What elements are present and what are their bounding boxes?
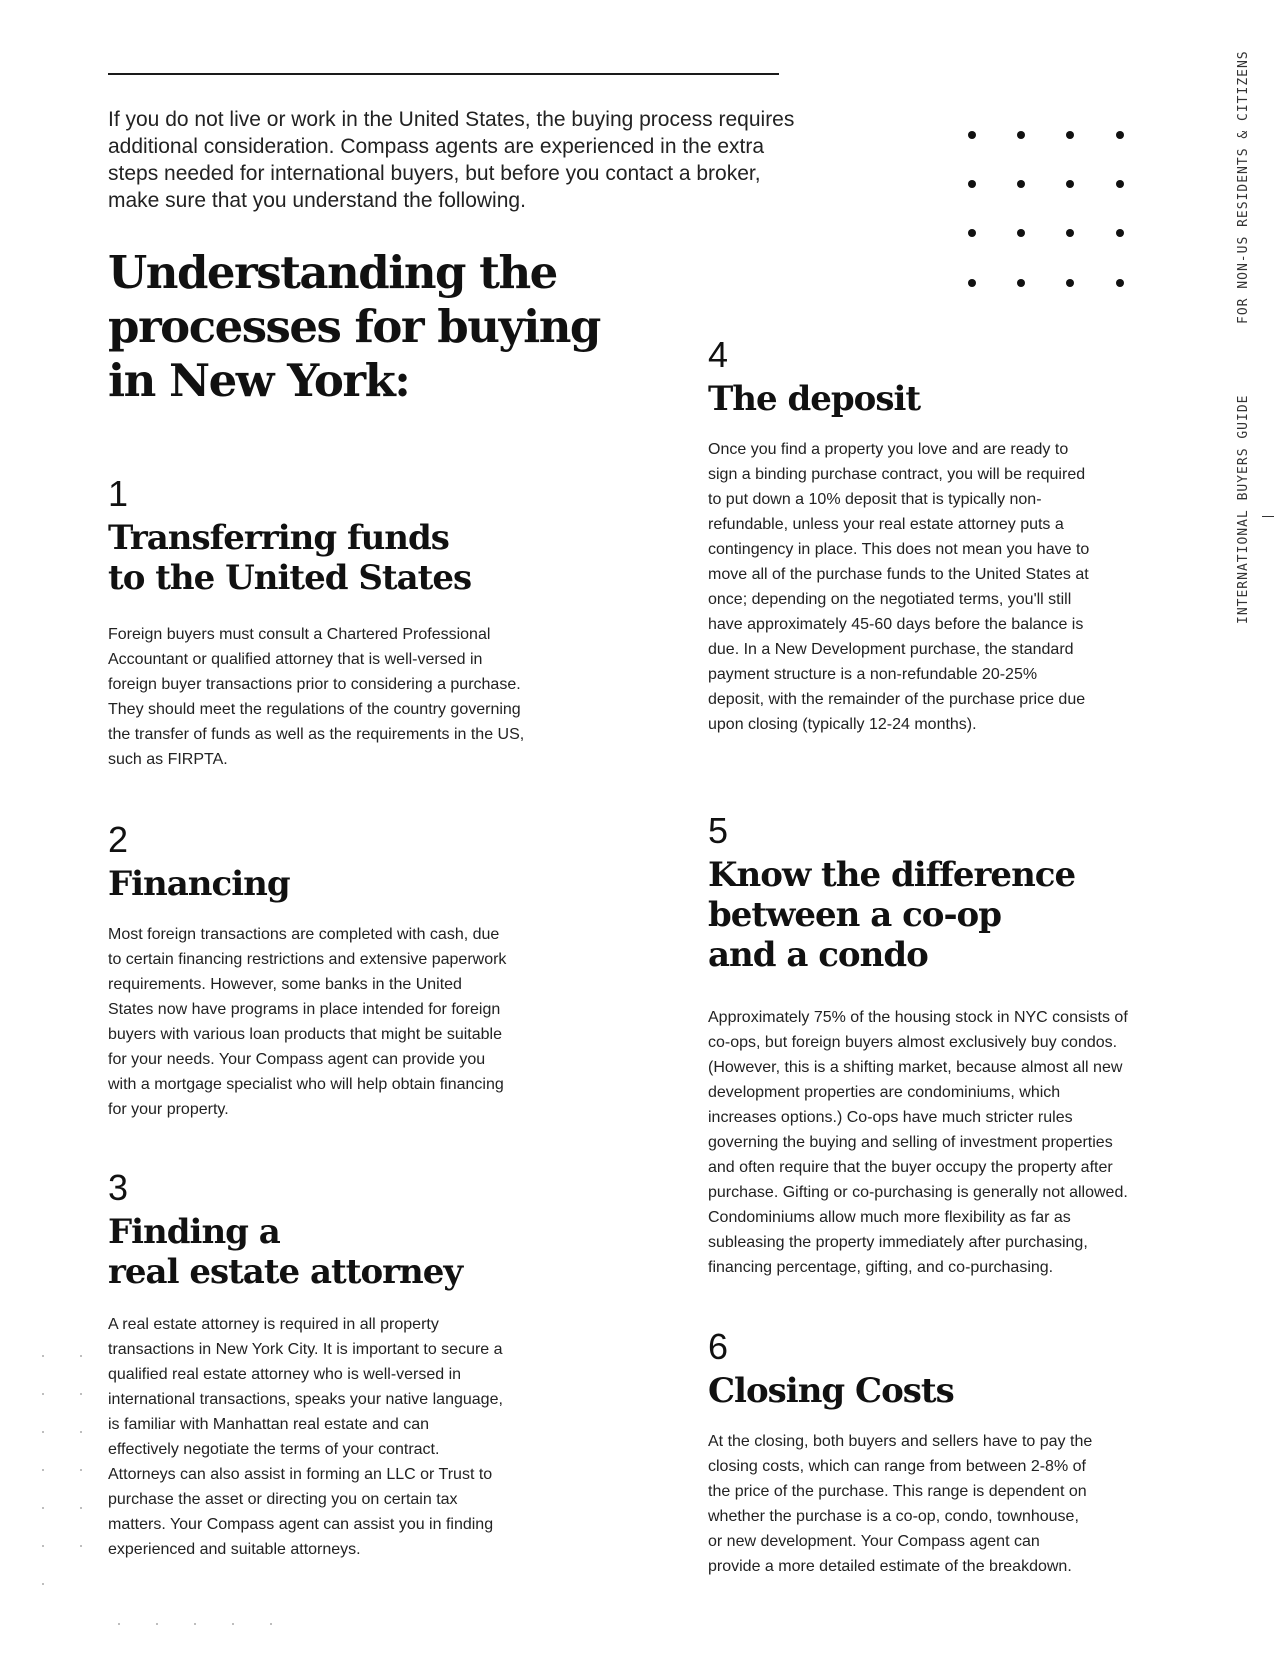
title-line-2: processes for buying [108,300,600,353]
dot [968,229,976,237]
decorative-faint-dots [30,1355,290,1635]
faint-dot [194,1623,196,1625]
dot [1017,131,1025,139]
section-body: Approximately 75% of the housing stock in NYC consists of co-ops, but foreign buyers almost exclusively buy condos. (However, this is a shifting market, because almost all new development properties are condominiums, which increases options.) Co-ops have much stricter rules governing the buying and selling of investment properties and often require that the buyer occupy the property after purchase. Gifting or co-purchasing is generally not allowed. Condominiums allow much more flexibility as far as subleasing the property immediately after purchasing, financing percentage, gifting, and co-purchasing. [708,1009,1128,1276]
section-coop-vs-condo [708,811,1128,1280]
faint-dot [80,1431,82,1433]
faint-dot [80,1355,82,1357]
sidebar-label-guide: INTERNATIONAL BUYERS GUIDE [1236,394,1251,624]
faint-dot [80,1469,82,1471]
intro-paragraph: If you do not live or work in the United States, the buying process requires additional consideration. Compass agents are experienced in the extra steps needed for international buyers, but before you contact a broker, make sure that you understand the following. [108,108,795,212]
section-heading [708,855,1128,975]
section-body: Once you find a property you love and are ready to sign a binding purchase contract, you will be required to put down a 10% deposit that is typically non-refundable, unless your real estate attorney puts a contingency in place. This does not mean you have to move all of the purchase funds to the United States at once; depending on the negotiated terms, you'll still have approximately 45-60 days before the balance is due. In a New Development purchase, the standard payment structure is a non-refundable 20-25% deposit, with the remainder of the purchase price due upon closing (typically 12-24 months). [708,441,1090,733]
heading-line: Transferring funds [108,518,449,558]
section-heading [108,1212,503,1292]
faint-dot [80,1507,82,1509]
section-number: 6 [708,1326,729,1367]
dot [1066,131,1074,139]
dot [968,131,976,139]
section-deposit [708,335,1093,737]
section-body: A real estate attorney is required in all property transactions in New York City. It is important to secure a qualified real estate attorney who is well-versed in international transactions, speaks your native language, is familiar with Manhattan real estate and can effectively negotiate the terms of your contract. Attorneys can also assist in forming an LLC or Trust to purchase the asset or directing you on certain tax matters. Your Compass agent can assist you in finding experienced and suitable attorneys. [108,1316,503,1558]
dot [1017,279,1025,287]
heading-line: between a co-op [708,895,1002,935]
section-number: 3 [108,1167,129,1208]
faint-dot [42,1469,44,1471]
section-heading [708,1371,1093,1411]
faint-dot [270,1623,272,1625]
sidebar-label-residents: FOR NON-US RESIDENTS & CITIZENS [1236,50,1251,324]
heading-line: to the United States [108,558,472,598]
faint-dot [42,1355,44,1357]
faint-dot [42,1545,44,1547]
decorative-dot-grid [968,131,1138,291]
heading-line: real estate attorney [108,1252,463,1292]
dot [1116,180,1124,188]
title-line-1: Understanding the [108,246,557,299]
faint-dot [42,1393,44,1395]
section-transferring-funds [108,474,528,772]
section-closing-costs [708,1327,1093,1579]
faint-dot [118,1623,120,1625]
faint-dot [156,1623,158,1625]
section-body: Foreign buyers must consult a Chartered Professional Accountant or qualified attorney that is well-versed in foreign buyer transactions prior to considering a purchase. They should meet the regulations of the country governing the transfer of funds as well as the requirements in the US, such as FIRPTA. [108,626,525,768]
dot [1116,229,1124,237]
faint-dot [80,1393,82,1395]
dot [968,180,976,188]
heading-line: and a condo [708,935,928,975]
dot [1066,229,1074,237]
section-number: 1 [108,473,129,514]
faint-dot [42,1507,44,1509]
dot [1017,180,1025,188]
dot [1116,131,1124,139]
sidebar-tick [1262,516,1274,517]
faint-dot [232,1623,234,1625]
dot [968,279,976,287]
section-heading [108,518,528,598]
faint-dot [42,1431,44,1433]
section-number: 2 [108,819,129,860]
top-divider [108,73,779,75]
heading-line: The deposit [708,379,921,419]
dot [1017,229,1025,237]
section-financing [108,820,508,1122]
section-body: At the closing, both buyers and sellers have to pay the closing costs, which can range from between 2-8% of the price of the purchase. This range is dependent on whether the purchase is a co-op, condo, townhouse, or new development. Your Compass agent can provide a more detailed estimate of the breakdown. [708,1433,1093,1575]
dot [1066,180,1074,188]
section-number: 4 [708,334,729,375]
section-body: Most foreign transactions are completed with cash, due to certain financing restrictions and extensive paperwork requirements. However, some banks in the United States now have programs in place intended for foreign buyers with various loan products that might be suitable for your needs. Your Compass agent can provide you with a mortgage specialist who will help obtain financing for your property. [108,926,507,1118]
heading-line: Financing [108,864,290,904]
heading-line: Closing Costs [708,1371,954,1411]
section-heading [708,379,1093,419]
title-line-3: in New York: [108,354,410,407]
heading-line: Know the difference [708,855,1076,895]
dot [1116,279,1124,287]
section-heading [108,864,508,904]
dot [1066,279,1074,287]
page-title [108,246,668,408]
section-number: 5 [708,810,729,851]
heading-line: Finding a [108,1212,280,1252]
faint-dot [42,1583,44,1585]
faint-dot [80,1545,82,1547]
